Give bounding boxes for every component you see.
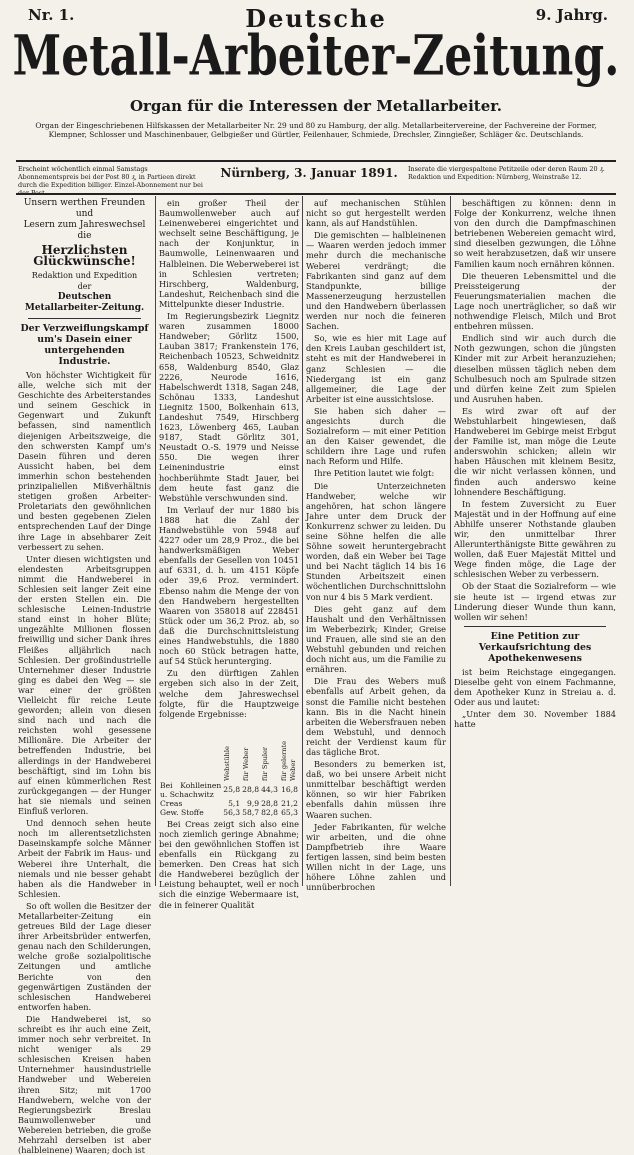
table-cell: 82,8 xyxy=(261,807,278,817)
newspaper-page xyxy=(6,4,626,1155)
statistics-table xyxy=(159,721,299,817)
table-cell: 56,3 xyxy=(223,807,241,817)
advert-info: Inserate die viergespaltene Petitzeile oder deren Raum 20 ₰. Redaktion und Expedition: Nürnberg, Weinstraße 12. xyxy=(408,165,605,181)
paragraph: auf mechanischen Stühlen nicht so gut hergestellt werden kann, als auf Handstühlen. xyxy=(306,198,446,229)
table-row xyxy=(159,799,299,808)
paragraph: Die Handweberei ist, so schreibt es ihr auch eine Zeit, immer noch sehr verbreitet. In nicht weniger als 29 schlesischen Kreisen haben Unternehmer hausindustrielle Handweber und Webereien ihren Sitz; mit 1700 Handwebern, welche von der Regierungsbezirk Breslau Baumwollenweber und Webereien betrieben, die große Mehrzahl derselben ist aber (halbleinene) Waaren; doch ist xyxy=(18,1013,151,1155)
greeting-headline: Herzlichsten Glückwünsche! xyxy=(33,243,136,268)
table-header-row xyxy=(159,721,299,781)
column-divider xyxy=(302,196,303,886)
paragraph: Besonders zu bemerken ist, daß, wo bei unsere Arbeit nicht unmittelbar beschäftigt werden können, so wir hier Fabriken ebenfalls dahin müssen ihre Waaren suchen. xyxy=(306,759,446,820)
paragraph: beschäftigen zu können: denn in Folge der Konkurrenz, welche ihnen von den durch die Dampfmaschinen betriebenen Webereien gemacht wird, sind dieselben gezwungen, die Löhne so weit herabzusetzen, daß wir unsere Familien kaum noch ernähren können. xyxy=(454,198,616,269)
paragraph: Im Regierungsbezirk Liegnitz waren zusammen 18000 Handweber; Görlitz 1500, Lauban 3817; Frankenstein 176, Reichenbach 10523, Schweidnitz 658, Waldenburg 8540, Glaz 2226, Neurode 1616, Habelschwerdt 1318, Sagan 248, Schönau 1333, Landeshut Liegnitz 1500, Bolkenhain 613, Landeshut 7549, Hirschberg 1623, Löwenberg 465, Lauban 9187, Stadt Görlitz 301, Neustadt O.-S. 1979 und Neisse 550. Die wegen ihrer Leinenindustrie einst hochberühmte Stadt Jauer, bei dem heute fast ganz die Webstühle verschwunden sind. xyxy=(159,311,299,503)
table-cell: 44,3 xyxy=(261,785,278,795)
paragraph: Ob der Staat die Sozialreform — wie sie heute ist — irgend etwas zur Linderung dieser Wunde thun kann, wollen wir sehen! xyxy=(454,581,616,622)
masthead-deutsche: Deutsche xyxy=(245,4,387,33)
greeting-line: Unsern werthen Freunden und xyxy=(23,198,146,219)
paragraph: Im Verlauf der nur 1880 bis 1888 hat die Zahl der Handwebstühle von 5948 auf 4227 oder um 28,9 Proz., die bei handwerksmäßigen Weber ebenfalls der Gesellen von 10451 auf 6331, d. h. um 4151 Köpfe oder 39,6 Proz. vermindert. Ebenso nahm die Menge der von den Handwebern hergestellten Waaren von 358018 auf 228451 Stück oder um 36,2 Proz. ab, so daß die Durchschnittsleistung eines Handwebstuhls, die 1880 noch 60 Stück betragen hatte, auf 54 Stück herunterging. xyxy=(159,504,299,667)
table-row xyxy=(159,781,299,799)
column-4 xyxy=(454,198,616,888)
paragraph: Und dennoch sehen heute noch im allerentsetzlichsten Daseinskampfe solche Männer Arbeit der Fabrik im Haus- und Weberei ihre Unterhalt, die niemals und nie besser gehabt haben als die Handweber in Schlesien. xyxy=(18,818,151,899)
column-2 xyxy=(159,198,299,910)
paragraph: Sie haben sich daher — angesichts durch die Sozialreform — mit einer Petition an den Kaiser gewendet, die schildern ihre Lage und rufen nach Reform und Hilfe. xyxy=(306,405,446,467)
table-header: Webstühle xyxy=(223,745,232,781)
masthead-subline: Organ der Eingeschriebenen Hilfskassen der Metallarbeiter Nr. 29 und 80 zu Hamburg, der allg. Metallarbeitervereine, der Fachvereine der Former, Klempner, Schlosser und Maschinenbauer, Gelbgießer und Gürtler, Feilenhauer, Schmiede, Drechsler, Zinngießer, Schläger &c. Deutschlands. xyxy=(35,121,597,139)
column-1 xyxy=(18,198,151,1155)
paragraph: Zu den dürftigen Zahlen ergeben sich also in der Zeit, welche dem Jahreswechsel folgte, für die Hauptzweige folgende Ergebnisse: xyxy=(159,668,299,719)
volume-year: 9. Jahrg. xyxy=(535,6,608,24)
paragraph: In festem Zuversicht zu Euer Majestät und in der Hoffnung auf eine Abhilfe unserer Nothstande glauben wir, den unmittelbar Ihrer Allerunterthänigste Bitte gewähren zu wollen, daß Euer Majestät Mittel und Wege finden möge, die Lage der schlesischen Weber zu verbessern. xyxy=(454,498,616,580)
table-cell: Bei Kohlleinen u. Schachwitz xyxy=(160,780,222,799)
article-headline: Der Verzweiflungskampf um's Dasein einer untergehenden Industrie. xyxy=(20,323,149,367)
table-header: für gelernte Weber xyxy=(280,740,297,781)
paragraph: Die theueren Lebensmittel und die Preissteigerung der Feuerungsmaterialien machen die Lage noch unerträglicher, so daß wir nothwendige Fleisch, Milch und Brot entbehren müssen. xyxy=(454,270,616,332)
column-divider xyxy=(450,196,451,886)
greeting-der: der xyxy=(77,282,92,291)
header-rule-top xyxy=(16,160,616,162)
paragraph: So oft wollen die Besitzer der Metallarbeiter-Zeitung ein getreues Bild der Lage dieser ihrer Arbeitsbrüder entwerfen, genau nach den Schilderungen, welche große sozialpolitische Zeitungen und amtliche Berichte von den gegenwärtigen Zuständen der schlesischen Handweberei entworfen haben. xyxy=(18,900,151,1012)
table-cell: 28,8 xyxy=(261,798,278,808)
place-date: Nürnberg, 3. Januar 1891. xyxy=(220,166,398,180)
paragraph: Von höchster Wichtigkeit für alle, welche sich mit der Geschichte des Arbeiterstandes und seinem Geschick in Gegenwart und Zukunft befassen, sind namentlich diejenigen Arbeitszweige, die den schwersten Kampf um's Dasein führen und deren Aussicht haben, bei dem immerhin schon bestehenden prinzipaliellen Mißverhältnis stetigen großen Arbeiter-Proletariats den gewöhnlichen und besten gegebenen Zielen entsprechenden Lauf der Dinge ihre Lage in absehbarer Zeit verbessert zu sehen. xyxy=(18,370,151,552)
masthead-title: Metall-Arbeiter-Zeitung. xyxy=(12,24,620,89)
paragraph: Unter diesen wichtigsten und elendesten Arbeitsgruppen nimmt die Handweberei in Schlesien seit langer Zeit eine der ersten Stellen ein. Die schlesische Leinen-Industrie stand einst in hoher Blüte; ungezählte Millionen flossen freiwillig und sicher Dank ihres Fleißes alljährlich nach Schlesien. Der großindustrielle Unternehmer dieser Industrie ging es dabei den Weg — sie war einer der größten Vielleicht für reiche Leute geworden; allein von diesen sind nach und nach die reichsten wohl gesessene Millionäre. Die Arbeiter der betreffenden Industrie, bei allerdings in der Handweberei beschäftigt, sind im Lohn bis auf einen kümmerlichen Rest zurückgegangen — der Hunger hat sie niemals und seinen Einfluß verloren. xyxy=(18,553,151,817)
masthead-organ: Organ für die Interessen der Metallarbeiter. xyxy=(129,97,503,115)
paragraph: Die Frau des Webers muß ebenfalls auf Arbeit gehen, da sonst die Familie nicht bestehen kann. Bis in die Nacht hinein arbeiten die Webersfrauen neben dem Webstuhl, und dennoch reicht der Verdienst kaum für das tägliche Brot. xyxy=(306,676,446,757)
paragraph: Bei Creas zeigt sich also eine noch ziemlich geringe Abnahme; bei den gewöhnlichen Stoffen ist ebenfalls ein Rückgang zu bemerken. Den Creas hat sich die Handweberei bezüglich der Leistung behauptet, weil er noch sich die einzige Webermaare ist, die in feinerer Qualität xyxy=(159,818,299,910)
table-cell: 65,3 xyxy=(281,807,298,817)
table-cell: 58,7 xyxy=(242,807,260,817)
separator xyxy=(28,318,141,319)
paragraph: ist beim Reichstage eingegangen. Dieselbe geht von einem Fachmanne, dem Apotheker Kunz in Streiau a. d. Oder aus und lautet: xyxy=(454,666,616,708)
header-rule-bottom xyxy=(16,193,616,195)
table-cell: 28,8 xyxy=(242,785,260,795)
table-header: für Spuler xyxy=(261,746,270,781)
paragraph: Ihre Petition lautet wie folgt: xyxy=(314,468,435,479)
paragraph: „Unter dem 30. November 1884 hatte xyxy=(454,709,616,730)
issue-number: Nr. 1. xyxy=(28,6,75,24)
table-cell: Gew. Stoffe xyxy=(160,807,204,817)
table-cell: 9,9 xyxy=(247,798,260,808)
table-cell: 21,2 xyxy=(281,798,298,808)
table-row xyxy=(159,808,299,817)
greeting-signature: Redaktion und Expedition xyxy=(31,271,138,280)
paragraph: Die gemischten — halbleinenen — Waaren werden jedoch immer mehr durch die mechanische Weberei verdrängt; die Fabrikanten sind ganz auf dem Standpunkte, billige Massenerzeugung herzustellen und den Handwebern überlassen werden nur noch die feineren Sachen. xyxy=(306,230,446,332)
paragraph: So, wie es hier mit Lage auf den Kreis Lauban geschildert ist, steht es mit der Handweberei in ganz Schlesien — die Niedergang ist ein ganz allgemeiner, die Lage der Arbeiter ist eine aussichtslose. xyxy=(306,333,446,404)
dateline xyxy=(214,165,404,191)
table-header: für Weber xyxy=(242,747,251,781)
paragraph: Es wird zwar oft auf der Webstuhlarbeit hingewiesen, daß Handweberei im Gebirge meist Erbgut der Familie ist, man möge die Leute anderswohin schicken; allein wir haben Häuschen mit kleinem Besitz, die wir nicht verlassen können, und finden auch anderswo keine lohnendere Beschäftigung. xyxy=(454,405,616,497)
greeting-org: Deutschen Metallarbeiter-Zeitung. xyxy=(24,292,145,313)
table-cell: 25,8 xyxy=(223,785,241,795)
separator xyxy=(464,626,606,627)
paragraph: ein großer Theil der Baumwollenweber auch auf Leinenweberei eingerichtet und wechselt seine Beschäftigung, je nach der Konjunktur, in Baumwolle, Leinenwaaren und Halbleinen. Die Weberweberei ist in Schlesien vertreten; Hirschberg, Waldenburg, Landeshut, Reichenbach sind die Mittelpunkte dieser Industrie. xyxy=(159,198,299,309)
article-headline: Eine Petition zur Verkaufsrichtung des Apothekenwesens xyxy=(478,630,592,664)
table-cell: Creas xyxy=(160,798,183,808)
paragraph: Dies geht ganz auf dem Haushalt und den Verhältnissen im Weberbezirk; Kinder, Greise und Frauen, alle sind sie an den Webstuhl gebunden und reichen doch nicht aus, um die Familie zu ernähren. xyxy=(306,603,446,675)
paragraph: Endlich sind wir auch durch die Noth gezwungen, schon die jüngsten Kinder mit zur Arbeit heranzuziehen; dieselben müssen täglich neben dem Schulbesuch noch am Spulrade sitzen und dürfen keine Zeit zum Spielen und Ausruhen haben. xyxy=(454,333,616,404)
column-divider xyxy=(155,196,156,886)
subscription-info: Erscheint wöchentlich einmal Samstags Abonnementspreis bei der Post 80 ₰, in Partieen direkt durch die Expedition billiger. Einzel-Abonnement nur bei der Post. xyxy=(18,165,203,197)
greeting-line: Lesern zum Jahreswechsel die xyxy=(23,220,146,241)
table-cell: 5,1 xyxy=(228,798,241,808)
paragraph: Jeder Fabrikanten, für welche wir arbeiten, und die ohne Dampfbetrieb ihre Waare fertigen lassen, sind beim besten Willen nicht in der Lage, uns höhere Löhne zahlen und unnüberbrochen xyxy=(306,821,446,893)
new-year-greeting xyxy=(18,198,151,314)
paragraph: Die Unterzeichneten Handweber, welche wir angehören, hat schon längere Jahre unter dem Druck der Konkurrenz schwer zu leiden. Du seine Söhne helfen die alle Söhne soweit heruntergebracht worden, daß ein Weber bei Tage und bei Nacht täglich 14 bis 16 Stunden Arbeitszeit einen wöchentlichen Durchschnittslohn von nur 4 bis 5 Mark verdient. xyxy=(306,480,446,602)
column-3 xyxy=(306,198,446,893)
table-cell: 16,8 xyxy=(281,785,298,795)
